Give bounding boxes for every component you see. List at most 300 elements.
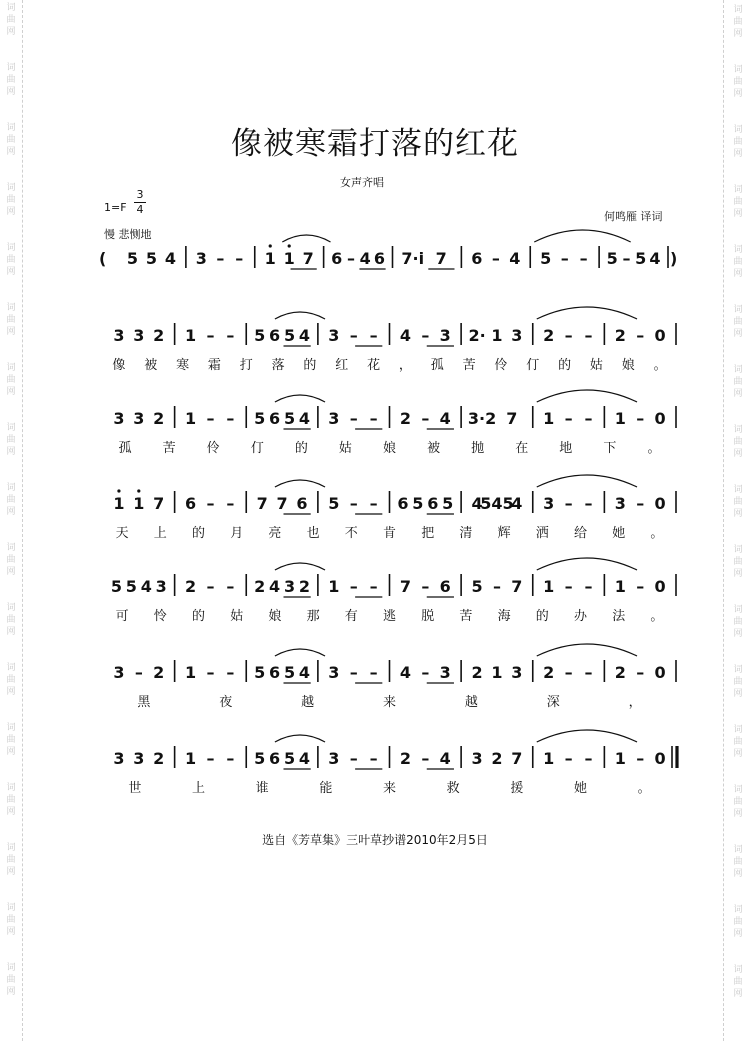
note: 2 bbox=[471, 663, 483, 682]
lyric-char: 的 bbox=[558, 358, 572, 373]
lyric-char: 肯 bbox=[382, 526, 397, 541]
note: 6 bbox=[184, 494, 197, 513]
lyric-char: 孤 bbox=[430, 358, 444, 373]
watermark-mark: 词 曲 网 bbox=[6, 303, 16, 337]
note: – bbox=[349, 663, 358, 682]
note: – bbox=[564, 577, 573, 596]
tie-arc bbox=[537, 475, 637, 487]
note: 7 bbox=[256, 494, 268, 513]
octave-dot bbox=[288, 244, 291, 247]
note: 1 bbox=[184, 663, 197, 682]
lyric-char: 月 bbox=[230, 526, 244, 541]
slur-arc bbox=[275, 649, 325, 656]
lyric-char: 的 bbox=[303, 358, 317, 373]
note: 5 bbox=[126, 249, 139, 268]
note: 4 bbox=[509, 249, 521, 268]
watermark-mark: 词 曲 网 bbox=[733, 545, 743, 579]
lyric-char: 下 bbox=[603, 441, 617, 456]
note: 2 bbox=[254, 577, 266, 596]
note: – bbox=[369, 749, 378, 768]
lyric-char: 援 bbox=[510, 781, 524, 796]
watermark-mark: 词 曲 网 bbox=[6, 423, 16, 457]
note: 3 bbox=[113, 663, 125, 682]
note: 5 bbox=[145, 249, 158, 268]
song-title: 像被寒霜打落的红花 bbox=[231, 126, 519, 162]
lyric-char: 被 bbox=[144, 358, 158, 373]
note: 3 bbox=[113, 409, 125, 428]
watermark-mark: 词 曲 网 bbox=[733, 65, 743, 99]
lyric-char: 。 bbox=[637, 781, 651, 796]
watermark-mark: 词 曲 网 bbox=[6, 243, 16, 277]
note: 4 bbox=[140, 577, 152, 596]
note: – bbox=[349, 577, 358, 596]
note: 3 bbox=[283, 577, 296, 596]
note: 3 bbox=[511, 326, 523, 345]
note: 4 bbox=[164, 249, 176, 268]
note: – bbox=[226, 326, 235, 345]
note: 2 bbox=[399, 409, 412, 428]
note: – bbox=[206, 749, 215, 768]
note: – bbox=[564, 663, 573, 682]
note: 5 bbox=[125, 577, 137, 596]
note: – bbox=[346, 249, 355, 268]
note: 6 bbox=[296, 494, 308, 513]
note: 0 bbox=[654, 409, 666, 428]
note: 6 bbox=[373, 249, 385, 268]
note: – bbox=[636, 663, 645, 682]
note: 7 bbox=[399, 577, 412, 596]
note: – bbox=[369, 663, 378, 682]
note: 6 bbox=[269, 663, 281, 682]
tie-arc bbox=[537, 730, 637, 742]
note: – bbox=[564, 409, 573, 428]
note: 7 bbox=[506, 409, 518, 428]
watermark-mark: 词 曲 网 bbox=[6, 963, 16, 997]
lyric-char: 海 bbox=[497, 609, 511, 624]
note: 5 bbox=[283, 663, 296, 682]
note: – bbox=[369, 326, 378, 345]
note: – bbox=[584, 494, 593, 513]
note: 0 bbox=[654, 749, 666, 768]
note: 5 bbox=[110, 577, 123, 596]
note: – bbox=[584, 326, 593, 345]
watermark-mark: 词 曲 网 bbox=[733, 725, 743, 759]
note: 4 bbox=[649, 249, 661, 268]
note: – bbox=[584, 409, 593, 428]
note: 1 bbox=[491, 663, 503, 682]
note: 7 bbox=[435, 249, 447, 268]
song-subtitle: 女声齐唱 bbox=[340, 176, 384, 189]
note: 2 bbox=[153, 749, 165, 768]
note: 2· bbox=[468, 326, 486, 345]
slur-arc bbox=[275, 312, 325, 319]
note: 4 bbox=[298, 663, 310, 682]
note: 3 bbox=[614, 494, 626, 513]
note: 2 bbox=[298, 577, 310, 596]
note: – bbox=[369, 494, 378, 513]
watermark-mark: 词 曲 网 bbox=[733, 785, 743, 819]
lyric-char: 能 bbox=[319, 781, 333, 796]
lyric-char: 苦 bbox=[459, 609, 473, 624]
watermark-mark: 词 曲 网 bbox=[6, 183, 16, 217]
slur-arc bbox=[275, 563, 325, 570]
watermark-mark: 词 曲 网 bbox=[6, 483, 16, 517]
note: – bbox=[349, 409, 358, 428]
note: 2 bbox=[153, 326, 165, 345]
note: – bbox=[235, 249, 244, 268]
note: – bbox=[206, 494, 215, 513]
lyric-char: ， bbox=[628, 695, 642, 710]
note: 6 bbox=[269, 749, 281, 768]
note: 5 bbox=[283, 326, 296, 345]
note: 3 bbox=[328, 326, 340, 345]
lyric-char: 红 bbox=[335, 358, 349, 373]
lyric-char: 逃 bbox=[382, 609, 397, 624]
note: – bbox=[636, 577, 645, 596]
note: – bbox=[560, 249, 569, 268]
opening-paren: ( bbox=[99, 249, 107, 268]
note: 7 bbox=[511, 749, 523, 768]
note: – bbox=[584, 749, 593, 768]
lyric-char: 地 bbox=[559, 441, 573, 456]
lyric-char: 她 bbox=[612, 526, 626, 541]
note: 6 bbox=[331, 249, 343, 268]
lyric-char: 的 bbox=[294, 441, 308, 456]
note: – bbox=[226, 663, 235, 682]
note: 4 bbox=[298, 326, 310, 345]
note: 1 bbox=[543, 749, 555, 768]
watermark-mark: 词 曲 网 bbox=[6, 603, 16, 637]
watermark-mark: 词 曲 网 bbox=[6, 663, 16, 697]
note: 3 bbox=[328, 749, 340, 768]
watermark-mark: 词 曲 网 bbox=[733, 605, 743, 639]
tempo-marking: 慢 悲恻地 bbox=[104, 228, 152, 241]
watermark-mark: 词 曲 网 bbox=[733, 665, 743, 699]
note: – bbox=[421, 663, 430, 682]
note: 545 bbox=[480, 494, 514, 513]
note: – bbox=[216, 249, 225, 268]
lyric-char: 。 bbox=[647, 441, 661, 456]
lyric-char: 越 bbox=[301, 695, 315, 710]
lyric-char: 伶 bbox=[494, 358, 508, 373]
note: 3 bbox=[328, 409, 340, 428]
note: 3 bbox=[511, 663, 523, 682]
note: 4 bbox=[471, 494, 483, 513]
note: 1 bbox=[184, 326, 197, 345]
note: 4 bbox=[269, 577, 281, 596]
lyric-char: 寒 bbox=[176, 358, 190, 373]
note: 5 bbox=[283, 749, 296, 768]
watermark-mark: 词 曲 网 bbox=[733, 245, 743, 279]
lyric-char: 抛 bbox=[471, 441, 485, 456]
watermark-mark: 词 曲 网 bbox=[733, 905, 743, 939]
note: – bbox=[206, 409, 215, 428]
lyric-char: 苦 bbox=[462, 358, 476, 373]
note: 2 bbox=[153, 663, 165, 682]
lyric-char: 来 bbox=[382, 781, 397, 796]
note: 5 bbox=[283, 409, 296, 428]
note: 1 bbox=[614, 749, 626, 768]
lyric-char: 。 bbox=[650, 609, 664, 624]
note: – bbox=[579, 249, 588, 268]
watermark-mark: 词 曲 网 bbox=[733, 125, 743, 159]
note: 4 bbox=[399, 663, 412, 682]
slur-arc bbox=[275, 735, 325, 742]
lyric-char: 法 bbox=[612, 609, 626, 624]
source-note: 选自《芳草集》三叶草抄谱2010年2月5日 bbox=[262, 833, 488, 847]
lyric-char: 。 bbox=[653, 358, 667, 373]
lyric-char: 伶 bbox=[206, 441, 220, 456]
note: – bbox=[636, 326, 645, 345]
note: 1 bbox=[614, 577, 626, 596]
note: – bbox=[206, 577, 215, 596]
lyric-char: 也 bbox=[306, 526, 320, 541]
tie-arc bbox=[534, 230, 630, 242]
slur-arc bbox=[282, 235, 330, 242]
note: – bbox=[564, 749, 573, 768]
note: – bbox=[491, 249, 500, 268]
note: – bbox=[226, 749, 235, 768]
note: 3 bbox=[543, 494, 555, 513]
note: 2 bbox=[184, 577, 197, 596]
note: 4 bbox=[298, 749, 310, 768]
note: 6 bbox=[471, 249, 483, 268]
note: 5 bbox=[328, 494, 340, 513]
note: 4 bbox=[298, 409, 310, 428]
lyric-char: 姑 bbox=[338, 441, 352, 456]
note: 1 bbox=[184, 409, 197, 428]
tie-arc bbox=[537, 307, 637, 319]
note: 1 bbox=[543, 577, 555, 596]
note: 3 bbox=[133, 409, 145, 428]
note: 3 bbox=[113, 749, 125, 768]
note: – bbox=[369, 577, 378, 596]
note: 4 bbox=[359, 249, 371, 268]
lyric-char: 。 bbox=[650, 526, 664, 541]
tie-arc bbox=[537, 644, 637, 656]
note: – bbox=[226, 577, 235, 596]
lyric-char: 被 bbox=[427, 441, 441, 456]
watermark-mark: 词 曲 网 bbox=[733, 845, 743, 879]
watermark-mark: 词 曲 网 bbox=[6, 783, 16, 817]
lyric-char: 世 bbox=[128, 781, 142, 796]
lyric-char: 娘 bbox=[382, 441, 397, 456]
note: 2 bbox=[614, 663, 626, 682]
lyric-char: 可 bbox=[115, 609, 129, 624]
note: 3 bbox=[328, 663, 340, 682]
note: – bbox=[636, 494, 645, 513]
note: 1 bbox=[133, 494, 145, 513]
watermark-mark: 词 曲 网 bbox=[6, 843, 16, 877]
note: 3 bbox=[155, 577, 167, 596]
lyric-char: 上 bbox=[191, 781, 206, 796]
lyric-char: 姑 bbox=[230, 609, 244, 624]
lyric-char: 的 bbox=[191, 609, 206, 624]
watermark-mark: 词 曲 网 bbox=[6, 723, 16, 757]
note: 5 bbox=[412, 494, 424, 513]
note: 3 bbox=[133, 749, 145, 768]
slur-arc bbox=[275, 395, 325, 402]
watermark-mark: 词 曲 网 bbox=[733, 305, 743, 339]
note: 3 bbox=[439, 663, 451, 682]
watermark-mark: 词 曲 网 bbox=[733, 425, 743, 459]
note: 1 bbox=[491, 326, 503, 345]
lyric-char: 那 bbox=[306, 609, 320, 624]
octave-dot bbox=[137, 489, 140, 492]
note: 3 bbox=[439, 326, 451, 345]
watermark-mark: 词 曲 网 bbox=[6, 363, 16, 397]
note: 0 bbox=[654, 663, 666, 682]
note: 5 bbox=[606, 249, 618, 268]
note: 5 bbox=[442, 494, 454, 513]
lyric-char: 花 bbox=[367, 358, 381, 373]
lyric-char: 辉 bbox=[497, 526, 511, 541]
note: 6 bbox=[439, 577, 451, 596]
note: 6 bbox=[269, 409, 281, 428]
octave-dot bbox=[117, 489, 120, 492]
lyric-char: 落 bbox=[271, 358, 285, 373]
note: 0 bbox=[654, 326, 666, 345]
note: 1 bbox=[614, 409, 626, 428]
lyric-char: 办 bbox=[573, 609, 588, 624]
lyric-char: 苦 bbox=[162, 441, 176, 456]
lyric-char: 怜 bbox=[153, 609, 167, 624]
time-signature-top: 3 bbox=[136, 188, 144, 201]
note: 1 bbox=[113, 494, 125, 513]
lyric-char: 天 bbox=[115, 526, 129, 541]
note: 2 bbox=[491, 749, 503, 768]
lyric-char: 打 bbox=[239, 358, 253, 373]
note: 0 bbox=[654, 494, 666, 513]
note: 3·2 bbox=[467, 409, 497, 428]
note: 1 bbox=[184, 749, 197, 768]
note: – bbox=[421, 577, 430, 596]
note: – bbox=[564, 494, 573, 513]
lyric-credit: 何鸣雁 译词 bbox=[604, 210, 663, 223]
watermark-mark: 词 曲 网 bbox=[733, 485, 743, 519]
note: 7 bbox=[511, 577, 523, 596]
lyric-char: 给 bbox=[573, 526, 588, 541]
lyric-char: 霜 bbox=[207, 358, 221, 373]
note: – bbox=[349, 749, 358, 768]
watermark-mark: 词 曲 网 bbox=[6, 3, 16, 37]
lyric-char: 深 bbox=[546, 695, 560, 710]
note: – bbox=[349, 494, 358, 513]
note: – bbox=[421, 749, 430, 768]
note: – bbox=[349, 326, 358, 345]
lyric-char: 上 bbox=[153, 526, 167, 541]
note: – bbox=[636, 409, 645, 428]
lyric-char: 亮 bbox=[268, 526, 282, 541]
watermark-mark: 词 曲 网 bbox=[733, 185, 743, 219]
note: – bbox=[564, 326, 573, 345]
octave-dot bbox=[269, 244, 272, 247]
note: 3 bbox=[133, 326, 145, 345]
note: 2 bbox=[543, 663, 555, 682]
note: 1 bbox=[328, 577, 340, 596]
note: 6 bbox=[397, 494, 409, 513]
lyric-char: 越 bbox=[464, 695, 478, 710]
lyric-char: 的 bbox=[191, 526, 206, 541]
note: 6 bbox=[269, 326, 281, 345]
lyric-char: 谁 bbox=[255, 781, 269, 796]
closing-paren: ) bbox=[670, 249, 678, 268]
note: – bbox=[421, 326, 430, 345]
note: – bbox=[421, 409, 430, 428]
watermark-mark: 词 曲 网 bbox=[6, 123, 16, 157]
note: – bbox=[206, 326, 215, 345]
note: – bbox=[134, 663, 143, 682]
note: 3 bbox=[471, 749, 483, 768]
note: 3 bbox=[195, 249, 207, 268]
lyric-char: 姑 bbox=[589, 358, 603, 373]
note: 7 bbox=[276, 494, 288, 513]
note: 7 bbox=[302, 249, 314, 268]
lyric-char: 娘 bbox=[621, 358, 635, 373]
lyric-char: 仃 bbox=[526, 358, 540, 373]
watermark-mark: 词 曲 网 bbox=[6, 903, 16, 937]
lyric-char: 来 bbox=[382, 695, 397, 710]
lyric-char: 救 bbox=[446, 781, 460, 796]
note: – bbox=[622, 249, 631, 268]
note: 5 bbox=[254, 749, 266, 768]
note: 5 bbox=[635, 249, 647, 268]
note: – bbox=[206, 663, 215, 682]
note: 2 bbox=[614, 326, 626, 345]
watermark-mark: 词 曲 网 bbox=[6, 543, 16, 577]
lyric-char: 孤 bbox=[118, 441, 132, 456]
lyric-char: 把 bbox=[421, 526, 435, 541]
lyric-char: 清 bbox=[459, 526, 473, 541]
note: 5 bbox=[471, 577, 483, 596]
lyric-char: ， bbox=[398, 358, 412, 373]
lyric-char: 的 bbox=[535, 609, 549, 624]
lyric-char: 脱 bbox=[421, 609, 435, 624]
note: 1 bbox=[543, 409, 555, 428]
note: 4 bbox=[439, 409, 451, 428]
note: 3 bbox=[113, 326, 125, 345]
tie-arc bbox=[537, 390, 637, 402]
lyric-char: 不 bbox=[344, 526, 358, 541]
note: – bbox=[492, 577, 501, 596]
note: – bbox=[226, 409, 235, 428]
note: 5 bbox=[540, 249, 552, 268]
note: 7 bbox=[153, 494, 165, 513]
note: 2 bbox=[153, 409, 165, 428]
note: 5 bbox=[254, 326, 266, 345]
note: – bbox=[369, 409, 378, 428]
note: – bbox=[584, 577, 593, 596]
note: 0 bbox=[654, 577, 666, 596]
note: 2 bbox=[543, 326, 555, 345]
note: 4 bbox=[439, 749, 451, 768]
lyric-char: 她 bbox=[573, 781, 588, 796]
note: 6 bbox=[427, 494, 439, 513]
note: 4 bbox=[399, 326, 412, 345]
slur-arc bbox=[275, 480, 325, 487]
lyric-char: 仃 bbox=[250, 441, 264, 456]
lyric-char: 有 bbox=[344, 609, 358, 624]
lyric-char: 娘 bbox=[268, 609, 282, 624]
lyric-char: 像 bbox=[112, 358, 126, 373]
note: 4 bbox=[511, 494, 523, 513]
note: – bbox=[584, 663, 593, 682]
note: 1 bbox=[283, 249, 295, 268]
time-signature-bottom: 4 bbox=[136, 203, 144, 216]
lyric-char: 洒 bbox=[535, 526, 549, 541]
watermark-mark: 词 曲 网 bbox=[6, 63, 16, 97]
note: 2 bbox=[399, 749, 412, 768]
